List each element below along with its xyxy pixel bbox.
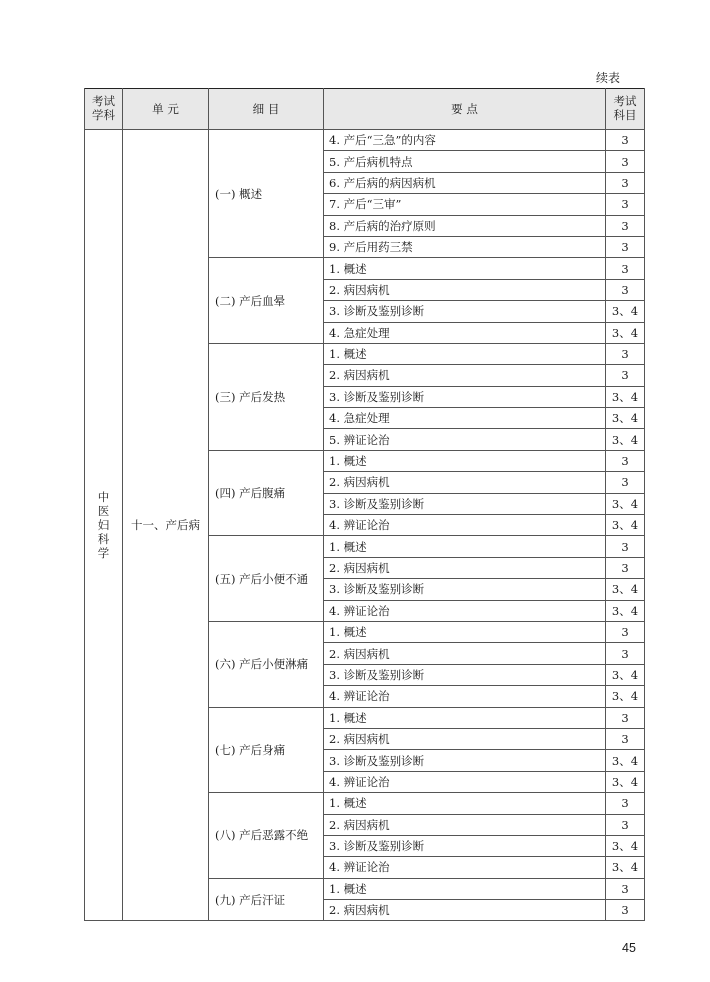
level-cell: 3	[606, 557, 645, 578]
level-cell: 3	[606, 194, 645, 215]
point-cell: 1. 概述	[324, 621, 606, 642]
level-cell: 3	[606, 279, 645, 300]
item-cell: (七) 产后身痛	[209, 707, 324, 793]
level-cell: 3	[606, 707, 645, 728]
level-cell: 3、4	[606, 686, 645, 707]
point-cell: 3. 诊断及鉴别诊断	[324, 386, 606, 407]
point-cell: 4. 辨证论治	[324, 771, 606, 792]
point-cell: 4. 辨证论治	[324, 857, 606, 878]
point-cell: 9. 产后用药三禁	[324, 236, 606, 257]
point-cell: 1. 概述	[324, 878, 606, 899]
level-cell: 3	[606, 621, 645, 642]
item-cell: (八) 产后恶露不绝	[209, 793, 324, 879]
point-cell: 2. 病因病机	[324, 814, 606, 835]
level-cell: 3、4	[606, 493, 645, 514]
level-cell: 3、4	[606, 600, 645, 621]
level-cell: 3	[606, 472, 645, 493]
unit-cell: 十一、产后病	[123, 130, 209, 921]
level-cell: 3	[606, 728, 645, 749]
level-cell: 3	[606, 236, 645, 257]
point-cell: 5. 辨证论治	[324, 429, 606, 450]
point-cell: 1. 概述	[324, 793, 606, 814]
item-cell: (六) 产后小便淋痛	[209, 621, 324, 707]
item-cell: (五) 产后小便不通	[209, 536, 324, 622]
level-cell: 3	[606, 151, 645, 172]
point-cell: 3. 诊断及鉴别诊断	[324, 493, 606, 514]
table-row	[85, 130, 645, 151]
level-cell: 3	[606, 643, 645, 664]
level-cell: 3、4	[606, 386, 645, 407]
point-cell: 2. 病因病机	[324, 557, 606, 578]
level-cell: 3、4	[606, 771, 645, 792]
point-cell: 2. 病因病机	[324, 279, 606, 300]
table-body	[85, 130, 645, 921]
item-cell: (三) 产后发热	[209, 343, 324, 450]
level-cell: 3、4	[606, 579, 645, 600]
point-cell: 5. 产后病机特点	[324, 151, 606, 172]
point-cell: 3. 诊断及鉴别诊断	[324, 301, 606, 322]
point-cell: 4. 辨证论治	[324, 600, 606, 621]
level-cell: 3、4	[606, 515, 645, 536]
point-cell: 7. 产后“三审”	[324, 194, 606, 215]
level-cell: 3、4	[606, 429, 645, 450]
table-header	[85, 89, 645, 130]
subject-cell	[85, 130, 123, 921]
point-cell: 3. 诊断及鉴别诊断	[324, 835, 606, 856]
level-cell: 3、4	[606, 664, 645, 685]
header-points: 要 点	[324, 89, 606, 130]
level-cell: 3	[606, 450, 645, 471]
level-cell: 3、4	[606, 835, 645, 856]
level-cell: 3、4	[606, 322, 645, 343]
point-cell: 2. 病因病机	[324, 643, 606, 664]
point-cell: 1. 概述	[324, 536, 606, 557]
level-cell: 3	[606, 878, 645, 899]
level-cell: 3、4	[606, 301, 645, 322]
point-cell: 1. 概述	[324, 258, 606, 279]
header-item: 细 目	[209, 89, 324, 130]
level-cell: 3、4	[606, 408, 645, 429]
header-subject: 考试学科	[85, 89, 123, 130]
level-cell: 3	[606, 814, 645, 835]
point-cell: 4. 急症处理	[324, 322, 606, 343]
level-cell: 3、4	[606, 750, 645, 771]
point-cell: 1. 概述	[324, 343, 606, 364]
level-cell: 3	[606, 900, 645, 921]
point-cell: 2. 病因病机	[324, 728, 606, 749]
item-cell: (九) 产后汗证	[209, 878, 324, 921]
level-cell: 3	[606, 365, 645, 386]
item-cell: (四) 产后腹痛	[209, 450, 324, 536]
point-cell: 2. 病因病机	[324, 900, 606, 921]
point-cell: 4. 辨证论治	[324, 515, 606, 536]
point-cell: 4. 产后“三急”的内容	[324, 130, 606, 151]
point-cell: 8. 产后病的治疗原则	[324, 215, 606, 236]
level-cell: 3	[606, 172, 645, 193]
level-cell: 3	[606, 130, 645, 151]
header-row	[85, 89, 645, 130]
exam-outline-table	[84, 88, 645, 921]
item-cell: (一) 概述	[209, 130, 324, 258]
point-cell: 2. 病因病机	[324, 472, 606, 493]
level-cell: 3	[606, 215, 645, 236]
page-number: 45	[622, 941, 636, 955]
level-cell: 3	[606, 793, 645, 814]
level-cell: 3	[606, 343, 645, 364]
point-cell: 4. 急症处理	[324, 408, 606, 429]
point-cell: 6. 产后病的病因病机	[324, 172, 606, 193]
header-unit: 单 元	[123, 89, 209, 130]
point-cell: 3. 诊断及鉴别诊断	[324, 579, 606, 600]
header-level: 考试科目	[606, 89, 645, 130]
level-cell: 3	[606, 536, 645, 557]
point-cell: 1. 概述	[324, 450, 606, 471]
point-cell: 4. 辨证论治	[324, 686, 606, 707]
level-cell: 3	[606, 258, 645, 279]
point-cell: 2. 病因病机	[324, 365, 606, 386]
point-cell: 3. 诊断及鉴别诊断	[324, 664, 606, 685]
level-cell: 3、4	[606, 857, 645, 878]
continuation-label: 续表	[596, 71, 621, 85]
point-cell: 1. 概述	[324, 707, 606, 728]
item-cell: (二) 产后血晕	[209, 258, 324, 344]
subject-label: 中医妇科学	[97, 490, 110, 561]
point-cell: 3. 诊断及鉴别诊断	[324, 750, 606, 771]
